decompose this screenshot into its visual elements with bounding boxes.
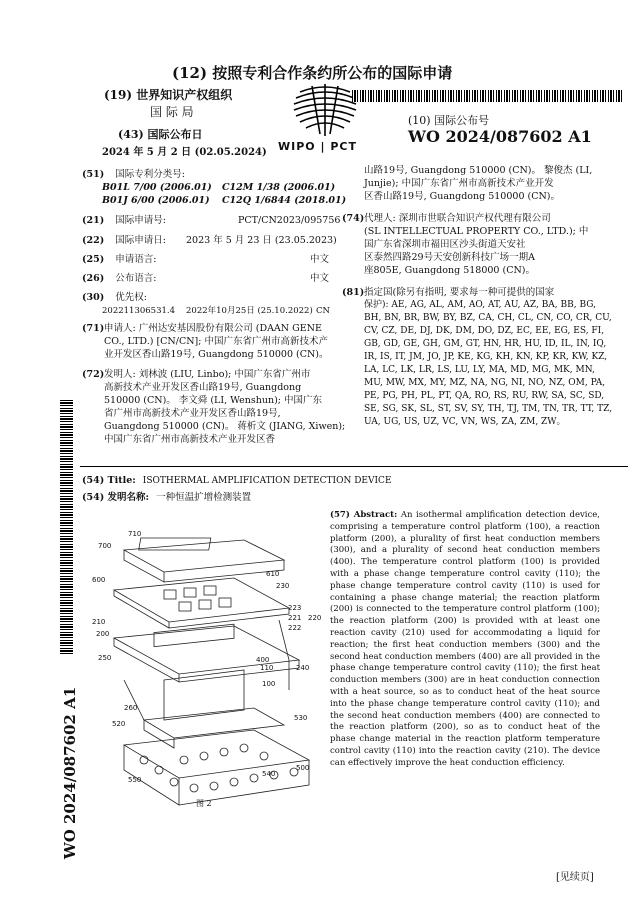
ipc-1a: B01L 7/00 (2006.01) xyxy=(102,182,212,193)
fig-label-221: 221 xyxy=(288,614,302,622)
fig-label-600: 600 xyxy=(92,576,106,584)
field-72-num: (72) xyxy=(82,369,105,380)
fig-label-240: 240 xyxy=(296,664,310,672)
states-line-7: LA, LC, LK, LR, LS, LU, LY, MA, MD, MG, MK, MN, xyxy=(364,365,595,375)
agent-line-2: (SL INTELLECTUAL PROPERTY CO., LTD.); 中 xyxy=(364,226,589,237)
document-title: (12) 按照专利合作条约所公布的国际申请 xyxy=(172,64,453,82)
agent-line-1: 代理人: 深圳市世联合知识产权代理有限公司 xyxy=(364,213,551,224)
fig-label-520: 520 xyxy=(112,720,126,728)
inventor-cont-3: 区香山路19号, Guangdong 510000 (CN)。 xyxy=(364,191,560,202)
field-25: (25) 申请语言: xyxy=(82,254,157,265)
fig-label-550: 550 xyxy=(128,776,142,784)
top-barcode xyxy=(352,90,622,102)
agent-line-4: 区泰然四路29号天安创新科技广场一期A xyxy=(364,252,535,263)
fig-label-110: 110 xyxy=(260,664,274,672)
wipo-pct-text: WIPO | PCT xyxy=(278,140,357,153)
inventor-line-1: 发明人: 刘林波 (LIU, Linbo); 中国广东省广州市 xyxy=(104,369,311,380)
field-22: (22) 国际申请日: xyxy=(82,235,166,246)
fig-label-223: 223 xyxy=(288,604,302,612)
title-en: (54) Title: ISOTHERMAL AMPLIFICATION DETECTION DEVICE xyxy=(82,475,392,486)
fig-label-250: 250 xyxy=(98,654,112,662)
ipc-2b: C12Q 1/6844 (2018.01) xyxy=(222,195,347,206)
fig-label-100: 100 xyxy=(262,680,276,688)
applicant-line-2: CO., LTD.) [CN/CN]; 中国广东省广州市高新技术产 xyxy=(104,336,328,347)
fig-label-400: 400 xyxy=(256,656,270,664)
states-line-6: IR, IS, IT, JM, JO, JP, KE, KG, KH, KN, KP, KR, KW, KZ, xyxy=(364,352,608,362)
field-21: (21) 国际申请号: xyxy=(82,215,166,226)
fig-label-210: 210 xyxy=(92,618,106,626)
field-51: (51) 国际专利分类号: xyxy=(82,169,185,180)
intl-filing-date: 2023 年 5 月 23 日 (23.05.2023) xyxy=(186,235,337,246)
org-bureau: 国 际 局 xyxy=(150,105,194,119)
states-line-5: GB, GD, GE, GH, GM, GT, HN, HR, HU, ID, IL, IN, IQ, xyxy=(364,339,607,349)
states-line-2: 保护): AE, AG, AL, AM, AO, AT, AU, AZ, BA, BB, BG, xyxy=(364,300,596,310)
pub-no-label: (10) 国际公布号 xyxy=(408,114,490,127)
fig-label-230: 230 xyxy=(276,582,290,590)
figure-drawing xyxy=(84,520,330,810)
field-30: (30) 优先权: xyxy=(82,292,147,303)
inventor-line-4: 省广州市高新技术产业开发区香山路19号, xyxy=(104,408,281,419)
filing-language: 中文 xyxy=(310,254,330,265)
states-line-11: UA, UG, US, UZ, VC, VN, WS, ZA, ZM, ZW。 xyxy=(364,417,566,427)
continued-note: [见续页] xyxy=(556,872,594,883)
field-74-num: (74) xyxy=(342,213,365,224)
pub-date: 2024 年 5 月 2 日 (02.05.2024) xyxy=(102,147,267,158)
states-line-8: MU, MW, MX, MY, MZ, NA, NG, NI, NO, NZ, OM, PA, xyxy=(364,378,606,388)
states-line-3: BH, BN, BR, BW, BY, BZ, CA, CH, CL, CN, CO, CR, CU, xyxy=(364,313,612,323)
states-line-10: SE, SG, SK, SL, ST, SV, SY, TH, TJ, TM, TN, TR, TT, TZ, xyxy=(364,404,613,414)
fig-label-710: 710 xyxy=(128,530,142,538)
pub-number: WO 2024/087602 A1 xyxy=(408,127,592,146)
applicant-line-3: 业开发区香山路19号, Guangdong 510000 (CN)。 xyxy=(104,349,329,360)
states-line-9: PE, PG, PH, PL, PT, QA, RO, RS, RU, RW, SA, SC, SD, xyxy=(364,391,605,401)
fig-label-200: 200 xyxy=(96,630,110,638)
org-name: (19) 世界知识产权组织 xyxy=(104,88,233,102)
ipc-2a: B01J 6/00 (2006.01) xyxy=(102,195,210,206)
inventor-line-2: 高新技术产业开发区香山路19号, Guangdong xyxy=(104,382,302,393)
fig-label-610: 610 xyxy=(266,570,280,578)
inventor-line-6: 中国广东省广州市高新技术产业开发区香 xyxy=(104,434,276,445)
fig-label-222: 222 xyxy=(288,624,302,632)
title-separator xyxy=(80,466,628,467)
agent-line-3: 国广东省深圳市福田区沙头街道天安社 xyxy=(364,239,526,250)
figure-caption: 图 2 xyxy=(196,799,212,808)
fig-label-220: 220 xyxy=(308,614,322,622)
title-cn: (54) 发明名称: 一种恒温扩增检测装置 xyxy=(82,492,252,503)
ipc-1b: C12M 1/38 (2006.01) xyxy=(222,182,336,193)
field-71-num: (71) xyxy=(82,323,105,334)
priority-number: 202211306531.4 xyxy=(102,306,176,316)
inventor-line-5: Guangdong 510000 (CN)。 蒋析文 (JIANG, Xiwen); xyxy=(104,421,346,432)
agent-line-5: 座805E, Guangdong 518000 (CN)。 xyxy=(364,265,535,276)
priority-country: CN xyxy=(316,306,330,316)
field-81-num: (81) xyxy=(342,287,365,298)
fig-label-500: 500 xyxy=(296,764,310,772)
publication-language: 中文 xyxy=(310,273,330,284)
applicant-line-1: 申请人: 广州达安基因股份有限公司 (DAAN GENE xyxy=(104,323,322,334)
inventor-cont-1: 山路19号, Guangdong 510000 (CN)。 黎俊杰 (LI, xyxy=(364,165,593,176)
fig-label-530: 530 xyxy=(294,714,308,722)
states-line-4: CV, CZ, DE, DJ, DK, DM, DO, DZ, EC, EE, EG, ES, FI, xyxy=(364,326,605,336)
fig-label-260: 260 xyxy=(124,704,138,712)
side-barcode xyxy=(60,398,73,654)
states-line-1: 指定国(除另有指明, 要求每一种可提供的国家 xyxy=(364,287,555,298)
side-pub-number: WO 2024/087602 A1 xyxy=(61,686,79,860)
intl-app-no: PCT/CN2023/095756 xyxy=(238,215,341,226)
pub-date-label: (43) 国际公布日 xyxy=(118,128,203,141)
field-26: (26) 公布语言: xyxy=(82,273,157,284)
inventor-cont-2: Junjie); 中国广东省广州市高新技术产业开发 xyxy=(364,178,554,189)
inventor-line-3: 510000 (CN)。 李文舜 (LI, Wenshun); 中国广东 xyxy=(104,395,323,406)
priority-date: 2022年10月25日 (25.10.2022) xyxy=(186,306,313,316)
fig-label-700: 700 xyxy=(98,542,112,550)
abstract: (57) Abstract: An isothermal amplification detection device, comprising a temperature control platform (100), a reaction platform (200), a plurality of first heat conduction members (300), and a plurality of second heat conduction members (400). The temperature control platform (100) is provided with a phase change temperature control cavity (110); the phase change temperature control cavity (110) is used for containing a phase change material; the reaction platform (200) is connected to the temperature control platform (100); the reaction platform (200) is provided with at least one reaction cavity (210) used for accommodating a liquid for reaction; the first heat conduction members (300) and the second heat conduction members (400) are all provided in the phase change temperature control cavity (110); the first heat conduction members (300) are in heat conduction connection with a heat source, so as to conduct heat of the heat source into the phase change temperature control cavity (110); and the second heat conduction members (400) are connected to the reaction platform (200), so as to conduct heat of the phase change material in the reaction platform temperature control cavity (110) into the reaction cavity (210). The device can effectively improve the heat conduction efficiency. xyxy=(330,510,600,768)
fig-label-540: 540 xyxy=(262,770,276,778)
device-exploded-view-icon xyxy=(84,520,330,810)
